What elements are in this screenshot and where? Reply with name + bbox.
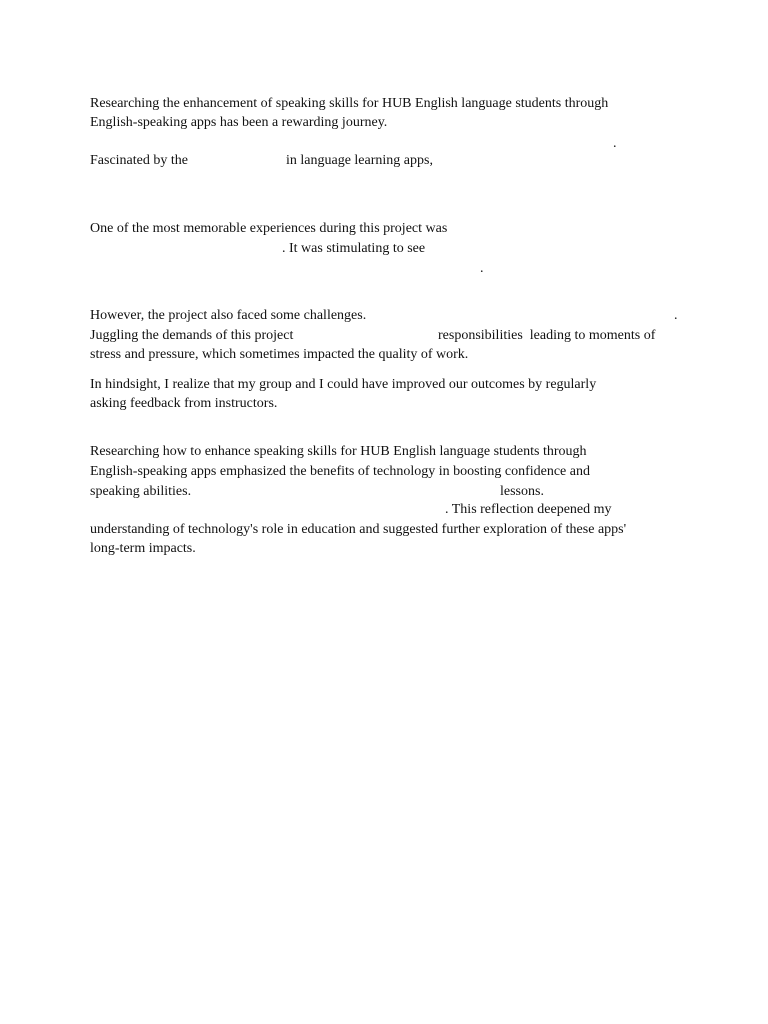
paragraph-6-line-2: English-speaking apps emphasized the benefits of technology in boosting confidence and [90, 464, 590, 479]
paragraph-1-line-1: Researching the enhancement of speaking skills for HUB English language students through [90, 96, 609, 111]
paragraph-4-line-3: stress and pressure, which sometimes impacted the quality of work. [90, 347, 469, 362]
paragraph-2-line-1b: in language learning apps, [286, 153, 433, 168]
paragraph-4-line-1: However, the project also faced some challenges. [90, 308, 367, 323]
paragraph-6-line-4: . This reflection deepened my [445, 502, 612, 517]
paragraph-4-line-2a: Juggling the demands of this project [90, 328, 294, 343]
paragraph-4-stray-period: . [674, 308, 678, 323]
paragraph-5-line-1: In hindsight, I realize that my group and I could have improved our outcomes by regularly [90, 377, 597, 392]
paragraph-5-line-2: asking feedback from instructors. [90, 396, 278, 411]
paragraph-1-stray-period: . [613, 136, 617, 151]
paragraph-3-line-1: One of the most memorable experiences during this project was [90, 221, 448, 236]
paragraph-6-line-6: long-term impacts. [90, 541, 196, 556]
paragraph-1-line-2: English-speaking apps has been a rewarding journey. [90, 115, 388, 130]
paragraph-6-line-5: understanding of technology's role in education and suggested further exploration of these apps' [90, 522, 627, 537]
paragraph-3-stray-period: . [480, 261, 484, 276]
paragraph-4-line-2b: responsibilities leading to moments of [438, 328, 656, 343]
paragraph-6-line-3a: speaking abilities. [90, 484, 192, 499]
paragraph-2-line-1a: Fascinated by the [90, 153, 188, 168]
paragraph-3-line-2: . It was stimulating to see [282, 241, 426, 256]
paragraph-6-line-1: Researching how to enhance speaking skills for HUB English language students through [90, 444, 587, 459]
paragraph-6-line-3b: lessons. [500, 484, 544, 499]
